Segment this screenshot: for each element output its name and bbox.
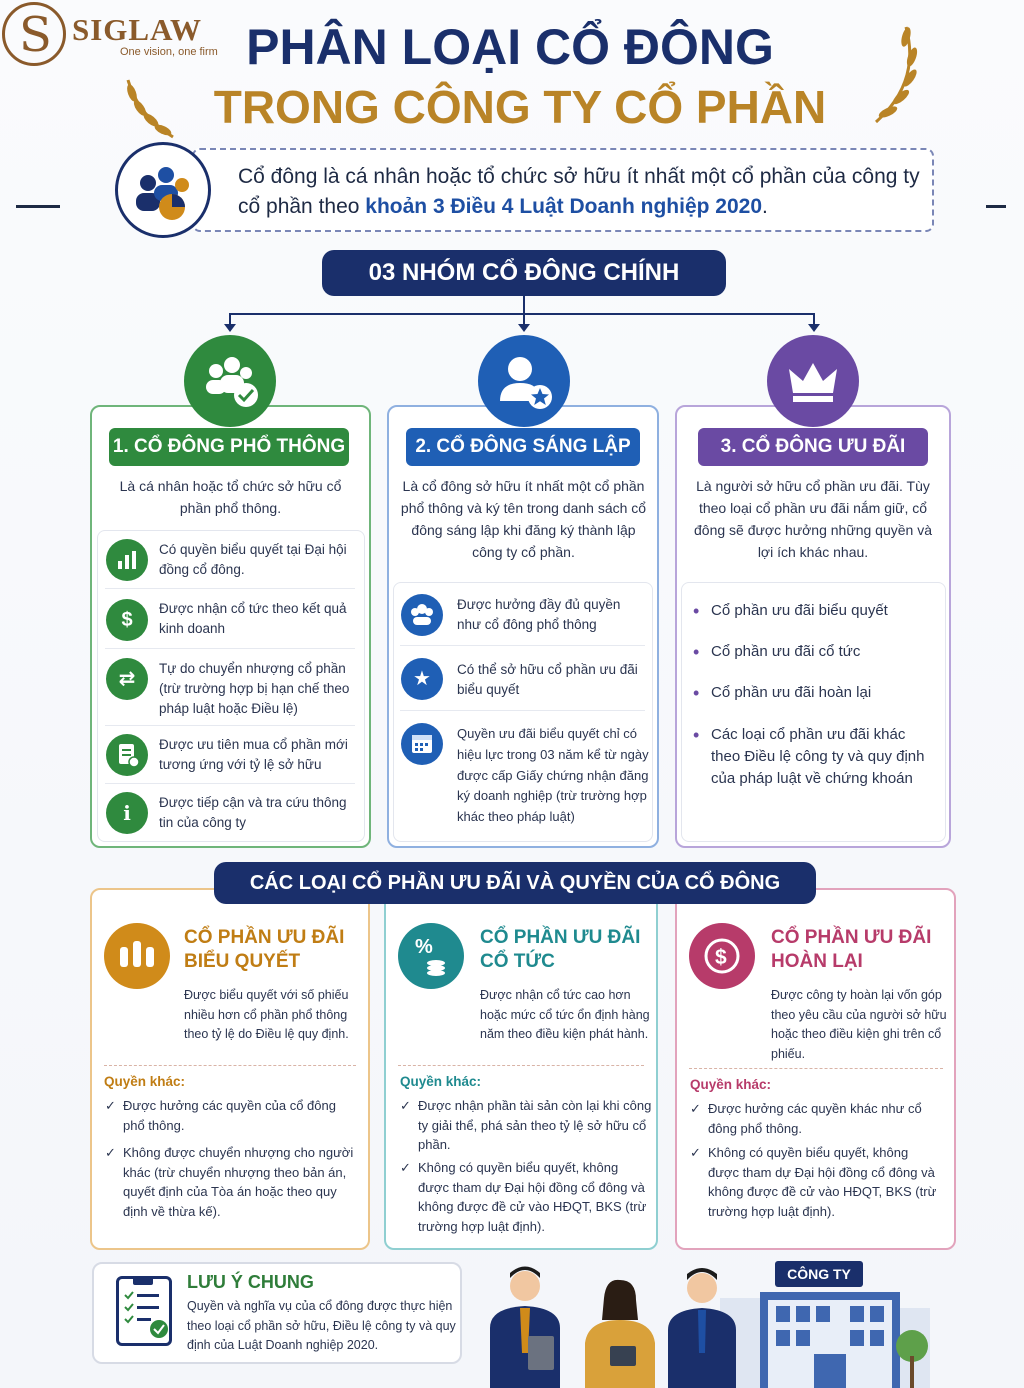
dividend-right-1: ✓ Được nhận phần tài sản còn lại khi công ty giải thể, phá sản theo tỷ lệ sở hữu cổ phần. xyxy=(418,1096,652,1155)
intro-text-end: . xyxy=(762,195,768,218)
clipboard-check-icon xyxy=(116,1276,172,1346)
right-dash xyxy=(986,205,1006,208)
type-title-dividend xyxy=(480,926,640,974)
bar-chart-icon xyxy=(106,539,148,581)
group-title-preferred: 3. CỔ ĐÔNG ƯU ĐÃI xyxy=(698,428,928,466)
type-title-voting-line2: BIỂU QUYẾT xyxy=(184,951,301,972)
type-title-voting xyxy=(184,926,344,974)
arrow-down-icon xyxy=(518,324,530,332)
common-right-2: Được nhận cổ tức theo kết quả kinh doanh xyxy=(159,601,347,636)
common-right-3: Tự do chuyển nhượng cổ phần (trừ trường hợp bị hạn chế theo pháp luật hoặc Điều lệ) xyxy=(159,661,350,716)
voting-right-1: ✓ Được hưởng các quyền của cổ đông phổ thông. xyxy=(123,1096,358,1135)
note-title: LƯU Ý CHUNG xyxy=(187,1272,314,1292)
type-title-voting-line1: CỔ PHẦN ƯU ĐÃI xyxy=(184,927,345,948)
redeemable-right-2: ✓ Không có quyền biểu quyết, không được tham dự Đại hội đồng cổ đông và không được đề cử vào HĐQT, BKS (trừ trường hợp luật định). xyxy=(708,1143,940,1221)
svg-text:%: % xyxy=(415,936,433,958)
calendar-icon xyxy=(401,723,443,765)
voting-right-2: ✓ Không được chuyển nhượng cho người khác (trừ chuyển nhượng theo bản án, quyết định của Tòa án hoặc theo quy định về thừa kế). xyxy=(123,1143,358,1221)
preferred-type-1: • Cổ phần ưu đãi biểu quyết xyxy=(711,600,936,622)
crown-icon xyxy=(767,335,859,427)
type-title-dividend-line2: CỔ TỨC xyxy=(480,951,555,972)
dividend-right-2: ✓ Không có quyền biểu quyết, không được tham dự Đại hội đồng cổ đông và không được đề cử vào HĐQT, BKS (trừ trường hợp luật định). xyxy=(418,1158,652,1236)
divider xyxy=(398,1065,644,1066)
intro-text-main: Cổ đông là cá nhân hoặc tổ chức sở hữu ít nhất một cổ phần của công ty cổ phần theo xyxy=(238,165,920,218)
business-people-illustration xyxy=(470,1258,940,1388)
building-sign: CÔNG TY xyxy=(775,1261,863,1287)
intro-text xyxy=(238,162,928,222)
divider xyxy=(105,588,355,589)
logo-mark-icon xyxy=(2,2,66,66)
other-rights-label: Quyền khác: xyxy=(400,1074,482,1089)
brand-name: SIGLAW xyxy=(72,12,203,47)
type-title-redeemable xyxy=(771,926,931,974)
types-heading: CÁC LOẠI CỔ PHẦN ƯU ĐÃI VÀ QUYỀN CỦA CỔ ĐÔNG xyxy=(214,862,816,904)
founding-right-3: Quyền ưu đãi biểu quyết chỉ có hiệu lực trong 03 năm kể từ ngày được cấp Giấy chứng nhận đăng ký doanh nghiệp (trừ trường hợp khác theo pháp luật) xyxy=(457,726,649,825)
group-icon xyxy=(401,594,443,636)
arrow-down-icon xyxy=(808,324,820,332)
left-dash xyxy=(16,205,60,208)
redeem-dollar-icon xyxy=(689,923,755,989)
redeemable-right-1: ✓ Được hưởng các quyền khác như cổ đông phổ thông. xyxy=(708,1099,940,1138)
common-right-1: Có quyền biểu quyết tại Đại hội đồng cổ đông. xyxy=(159,542,347,577)
page-title-line2: TRONG CÔNG TY CỔ PHẦN xyxy=(213,81,827,133)
connector-line xyxy=(229,313,815,315)
type-desc-voting: Được biểu quyết với số phiếu nhiều hơn cổ phần phổ thông theo tỷ lệ do Điều lệ quy định. xyxy=(184,988,349,1041)
divider xyxy=(105,783,355,784)
groups-heading: 03 NHÓM CỔ ĐÔNG CHÍNH xyxy=(322,250,726,296)
intro-law-reference: khoản 3 Điều 4 Luật Doanh nghiệp 2020 xyxy=(365,195,763,218)
group-desc-founding: Là cổ đông sở hữu ít nhất một cổ phần phổ thông và ký tên trong danh sách cổ đông sáng lập khi đăng ký thành lập công ty cổ phần. xyxy=(400,478,647,560)
founding-right-1: Được hưởng đầy đủ quyền như cổ đông phổ thông xyxy=(457,597,621,632)
common-right-4: Được ưu tiên mua cổ phần mới tương ứng với tỷ lệ sở hữu xyxy=(159,737,348,772)
brand-tagline: One vision, one firm xyxy=(120,46,218,58)
arrow-down-icon xyxy=(224,324,236,332)
money-bag-icon: $ xyxy=(106,599,148,641)
raised-hands-icon xyxy=(104,923,170,989)
divider xyxy=(400,710,645,711)
group-desc-common: Là cá nhân hoặc tổ chức sở hữu cổ phần phổ thông. xyxy=(119,478,342,516)
info-icon: i xyxy=(106,792,148,834)
star-icon: ★ xyxy=(401,658,443,700)
divider xyxy=(105,725,355,726)
preferred-type-2: • Cổ phần ưu đãi cổ tức xyxy=(711,641,936,663)
preferred-type-3: • Cổ phần ưu đãi hoàn lại xyxy=(711,682,936,704)
divider xyxy=(104,1065,356,1066)
type-desc-redeemable: Được công ty hoàn lại vốn góp theo yêu cầu của người sở hữu hoặc theo điều kiện ghi trên cổ phiếu. xyxy=(771,988,947,1061)
group-title-common: 1. CỔ ĐÔNG PHỔ THÔNG xyxy=(109,428,349,466)
transfer-arrows-icon: ⇄ xyxy=(106,658,148,700)
users-check-icon xyxy=(184,335,276,427)
group-title-founding: 2. CỔ ĐÔNG SÁNG LẬP xyxy=(406,428,640,466)
shareholders-pie-icon xyxy=(115,142,211,238)
other-rights-label: Quyền khác: xyxy=(690,1077,772,1092)
divider xyxy=(105,648,355,649)
page-title-line1: PHÂN LOẠI CỔ ĐÔNG xyxy=(246,19,774,75)
type-title-dividend-line1: CỔ PHẦN ƯU ĐÃI xyxy=(480,927,641,948)
type-desc-dividend: Được nhận cổ tức cao hơn hoặc mức cổ tức ổn định hàng năm theo điều kiện phát hành. xyxy=(480,988,650,1041)
common-right-5: Được tiếp cận và tra cứu thông tin của công ty xyxy=(159,795,347,830)
user-star-icon xyxy=(478,335,570,427)
connector-line xyxy=(523,296,525,314)
divider xyxy=(400,645,645,646)
preferred-type-4: • Các loại cổ phần ưu đãi khác theo Điều lệ công ty và quy định của pháp luật về chứng khoán xyxy=(711,724,936,790)
percent-coins-icon xyxy=(398,923,464,989)
other-rights-label: Quyền khác: xyxy=(104,1074,186,1089)
type-title-redeemable-line2: HOÀN LẠI xyxy=(771,951,863,972)
laurel-right-icon xyxy=(866,22,926,132)
svg-text:$: $ xyxy=(715,946,727,969)
divider xyxy=(689,1068,943,1069)
document-icon xyxy=(106,734,148,776)
founding-right-2: Có thể sở hữu cổ phần ưu đãi biểu quyết xyxy=(457,662,638,697)
group-desc-preferred: Là người sở hữu cổ phần ưu đãi. Tùy theo loại cổ phần ưu đãi nắm giữ, cổ đông sẽ được hưởng những quyền và lợi ích khác nhau. xyxy=(694,478,932,560)
type-title-redeemable-line1: CỔ PHẦN ƯU ĐÃI xyxy=(771,927,932,948)
note-text: Quyền và nghĩa vụ của cổ đông được thực hiện theo loại cổ phần sở hữu, Điều lệ công ty và quy định của Luật Doanh nghiệp 2020. xyxy=(187,1299,456,1352)
